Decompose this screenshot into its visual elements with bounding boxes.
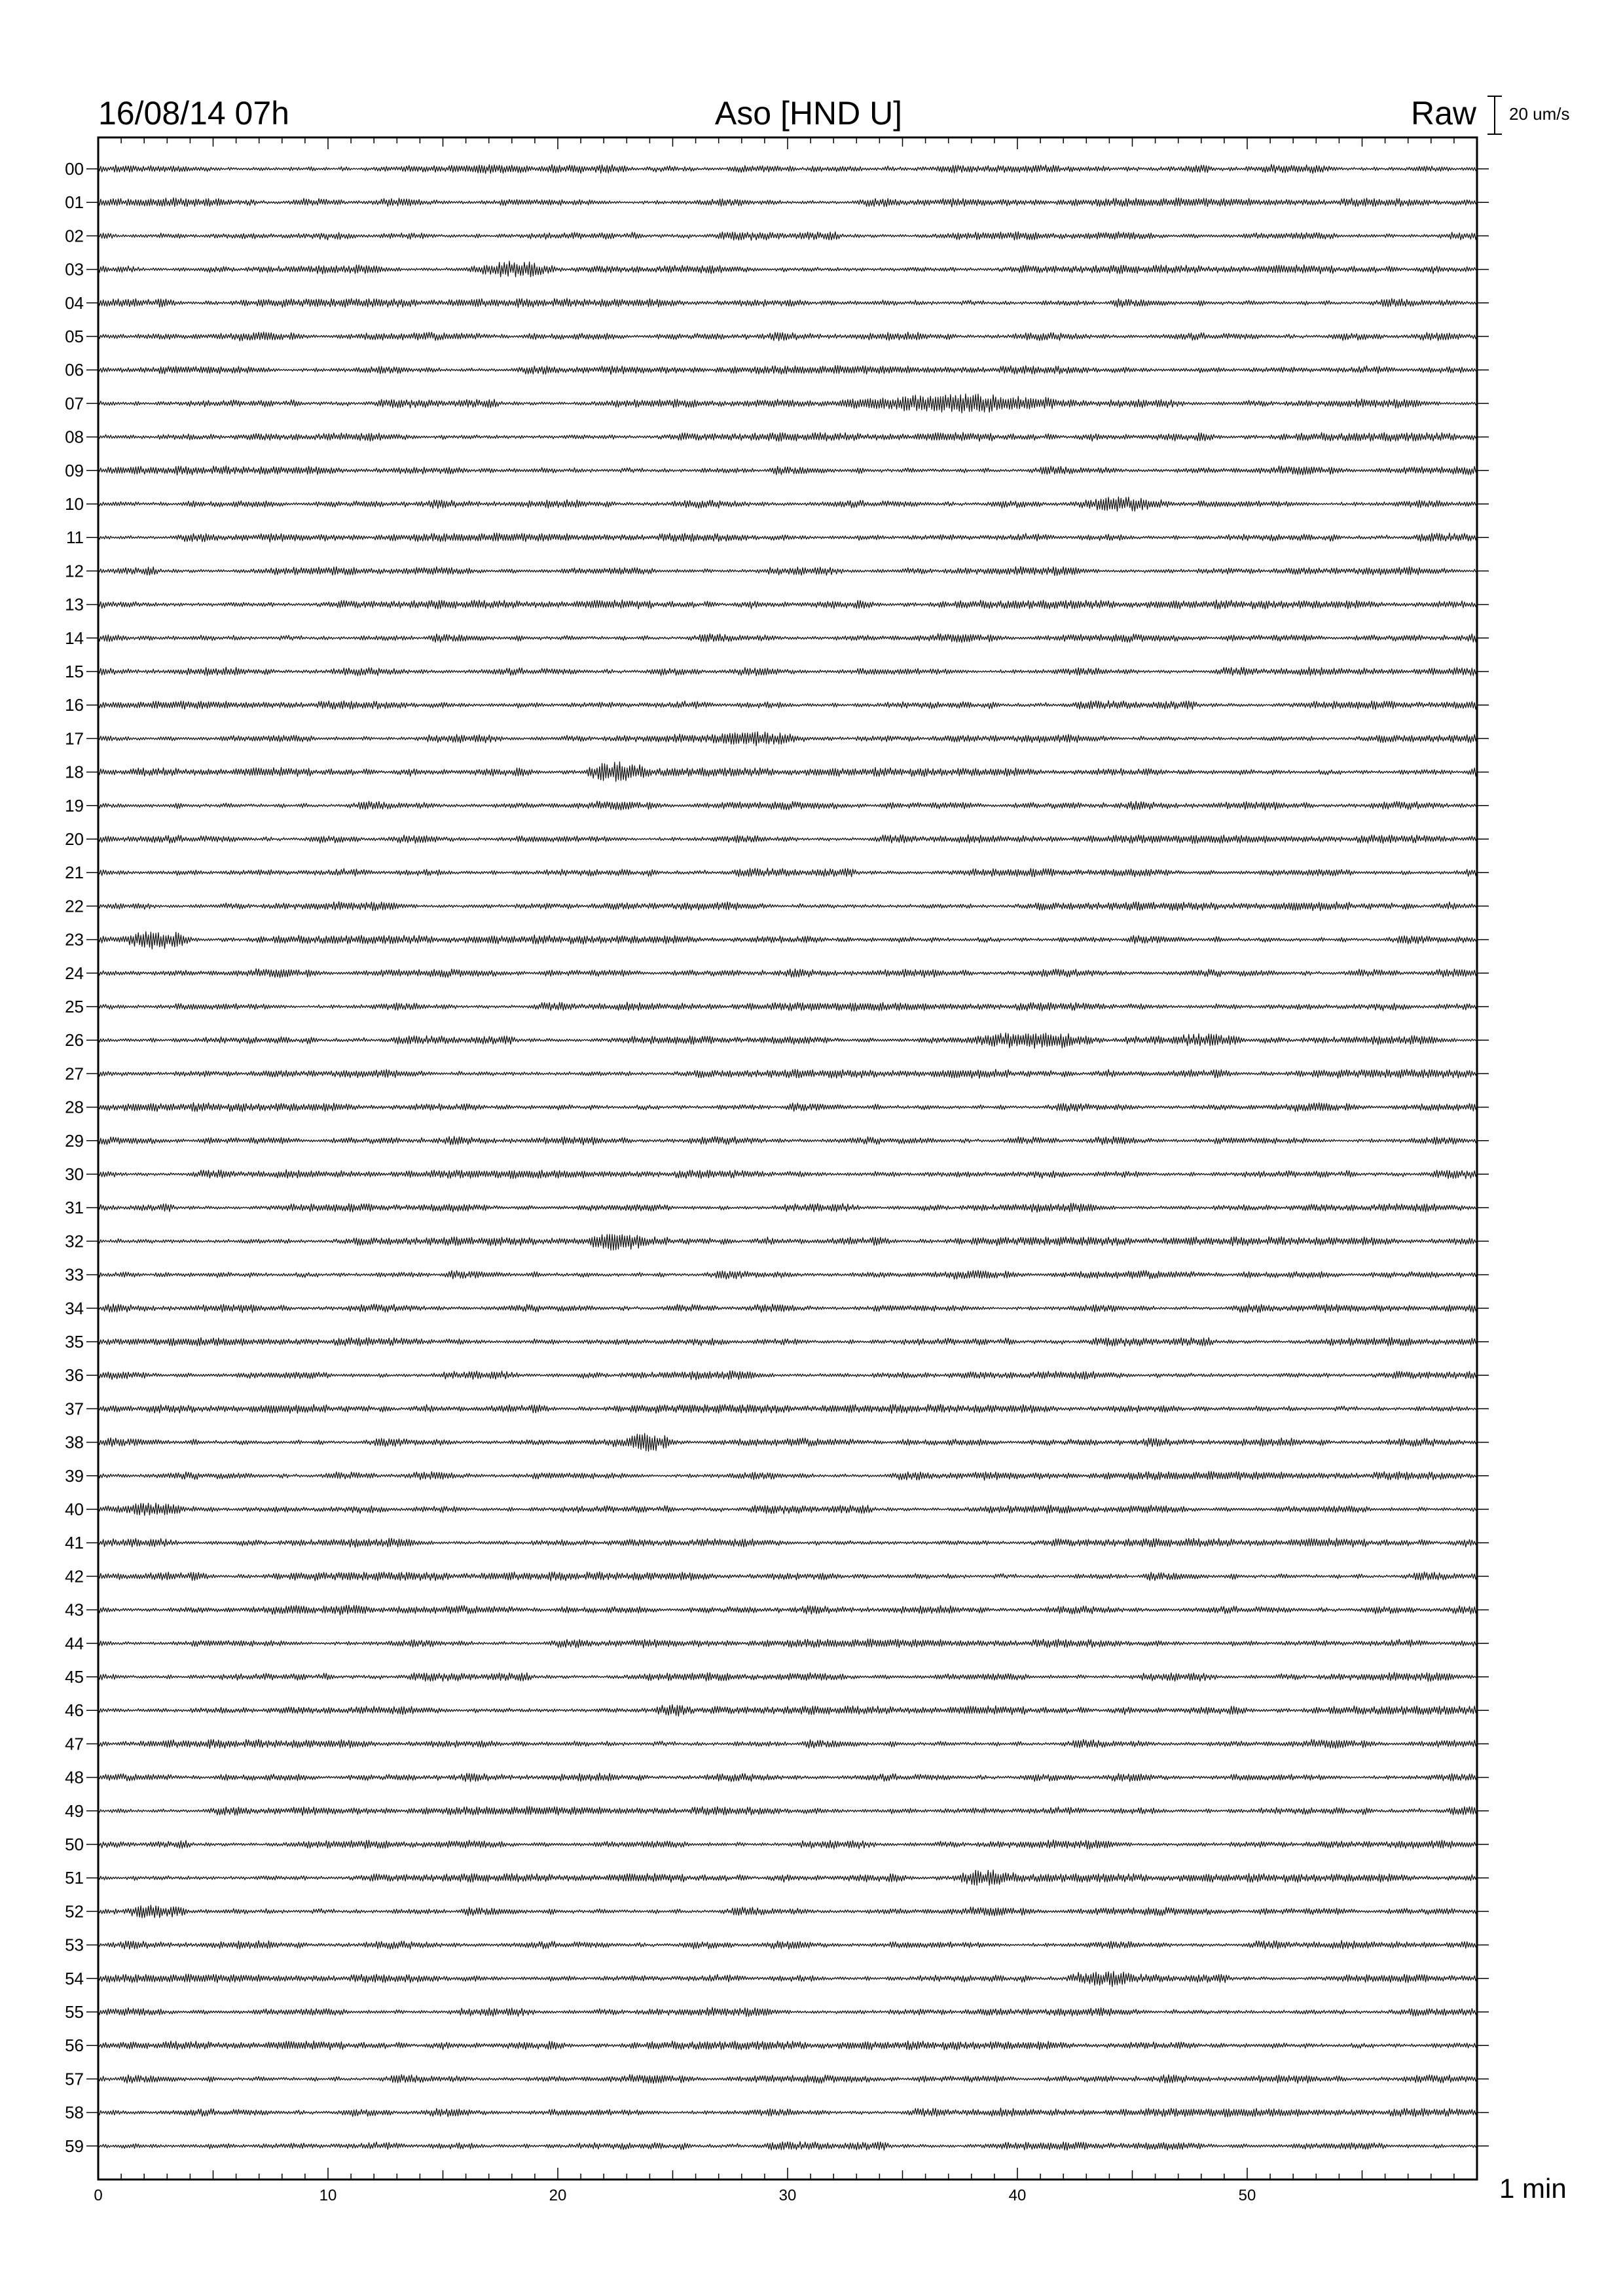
row-label: 50 <box>65 1835 84 1854</box>
x-tick-label: 20 <box>549 2187 567 2204</box>
trace-row-01 <box>98 198 1477 207</box>
row-label: 25 <box>65 997 84 1016</box>
row-label: 06 <box>65 360 84 380</box>
row-label: 51 <box>65 1868 84 1888</box>
trace-row-36 <box>98 1371 1477 1380</box>
trace-row-21 <box>98 868 1477 876</box>
row-label: 00 <box>65 159 84 179</box>
trace-row-15 <box>98 667 1477 675</box>
row-label: 13 <box>65 594 84 615</box>
trace-row-34 <box>98 1304 1477 1313</box>
row-label: 23 <box>65 929 84 950</box>
trace-row-31 <box>98 1203 1477 1212</box>
row-label: 11 <box>66 528 84 548</box>
trace-row-03 <box>98 261 1477 277</box>
plot-frame <box>98 137 1477 2179</box>
row-labels <box>65 159 1489 2156</box>
trace-row-09 <box>98 466 1477 475</box>
row-label: 21 <box>65 863 84 883</box>
date-label: 16/08/14 07h <box>98 95 289 132</box>
trace-row-22 <box>98 902 1477 911</box>
trace-row-32 <box>98 1234 1477 1250</box>
row-label: 46 <box>65 1700 84 1721</box>
trace-row-48 <box>98 1773 1477 1782</box>
row-label: 53 <box>65 1935 84 1955</box>
row-label: 40 <box>65 1499 84 1519</box>
row-label: 58 <box>65 2102 84 2123</box>
row-label: 35 <box>65 1332 84 1352</box>
trace-row-46 <box>98 1705 1477 1717</box>
row-label: 30 <box>65 1164 84 1184</box>
trace-row-57 <box>98 2075 1477 2084</box>
row-label: 42 <box>65 1566 84 1587</box>
row-label: 17 <box>65 728 84 749</box>
row-label: 52 <box>65 1901 84 1922</box>
minute-tick-marks <box>98 137 1477 2179</box>
row-label: 32 <box>65 1231 84 1251</box>
trace-row-08 <box>98 433 1477 442</box>
trace-row-56 <box>98 2041 1477 2050</box>
row-label: 08 <box>65 427 84 447</box>
row-label: 29 <box>65 1130 84 1151</box>
trace-row-58 <box>98 2108 1477 2117</box>
row-label: 09 <box>65 460 84 480</box>
x-axis-label: 1 min <box>1499 2173 1567 2204</box>
x-tick-label: 50 <box>1238 2187 1256 2204</box>
trace-row-53 <box>98 1941 1477 1950</box>
trace-row-28 <box>98 1103 1477 1112</box>
trace-row-14 <box>98 634 1477 643</box>
trace-row-26 <box>98 1033 1477 1049</box>
trace-row-07 <box>98 394 1477 413</box>
trace-row-42 <box>98 1572 1477 1581</box>
trace-row-37 <box>98 1405 1477 1414</box>
row-label: 20 <box>65 829 84 849</box>
trace-row-54 <box>98 1971 1477 1986</box>
trace-row-10 <box>98 497 1477 511</box>
trace-row-30 <box>98 1170 1477 1179</box>
row-label: 44 <box>65 1633 84 1653</box>
row-label: 27 <box>65 1064 84 1084</box>
trace-row-16 <box>98 700 1477 709</box>
row-label: 03 <box>65 259 84 279</box>
scale-label: 20 um/s <box>1509 104 1570 124</box>
trace-row-27 <box>98 1069 1477 1079</box>
trace-row-51 <box>98 1870 1477 1885</box>
trace-row-00 <box>98 164 1477 173</box>
row-label: 43 <box>65 1600 84 1620</box>
minute-ticks <box>98 137 1477 2179</box>
trace-row-59 <box>98 2142 1477 2150</box>
trace-row-02 <box>98 232 1477 240</box>
row-label: 05 <box>65 327 84 346</box>
trace-row-35 <box>98 1338 1477 1346</box>
trace-row-49 <box>98 1806 1477 1816</box>
row-label: 19 <box>65 795 84 816</box>
row-label: 47 <box>65 1734 84 1754</box>
row-label: 34 <box>65 1298 84 1318</box>
x-tick-label: 0 <box>94 2187 103 2204</box>
row-label: 56 <box>65 2036 84 2056</box>
trace-row-43 <box>98 1605 1477 1615</box>
trace-row-12 <box>98 567 1477 576</box>
trace-row-40 <box>98 1503 1477 1515</box>
trace-row-33 <box>98 1270 1477 1280</box>
trace-row-23 <box>98 932 1477 949</box>
row-label: 04 <box>65 293 84 313</box>
row-label: 22 <box>65 896 84 916</box>
row-label: 12 <box>65 561 84 581</box>
row-label: 33 <box>65 1265 84 1285</box>
trace-row-47 <box>98 1740 1477 1749</box>
trace-row-55 <box>98 2007 1477 2017</box>
trace-row-44 <box>98 1639 1477 1648</box>
row-label: 26 <box>65 1030 84 1050</box>
row-label: 45 <box>65 1667 84 1687</box>
row-label: 36 <box>65 1365 84 1386</box>
row-label: 37 <box>65 1399 84 1419</box>
trace-row-17 <box>98 732 1477 745</box>
trace-row-39 <box>98 1471 1477 1480</box>
row-label: 59 <box>65 2136 84 2156</box>
x-tick-label: 30 <box>778 2187 797 2204</box>
row-label: 28 <box>65 1097 84 1117</box>
row-label: 49 <box>65 1801 84 1821</box>
trace-row-13 <box>98 600 1477 609</box>
row-label: 01 <box>65 192 84 213</box>
x-tick-label: 40 <box>1008 2187 1027 2204</box>
row-label: 54 <box>65 1968 84 1988</box>
trace-row-05 <box>98 332 1477 341</box>
mode-label: Raw <box>1410 95 1476 132</box>
row-label: 14 <box>65 628 84 648</box>
x-tick-label: 10 <box>319 2187 337 2204</box>
trace-row-24 <box>98 969 1477 978</box>
trace-row-41 <box>98 1538 1477 1547</box>
row-label: 18 <box>65 762 84 782</box>
trace-row-52 <box>98 1905 1477 1918</box>
trace-row-04 <box>98 298 1477 308</box>
chart-title: Aso [HND U] <box>714 95 903 132</box>
trace-row-20 <box>98 834 1477 844</box>
traces <box>98 164 1477 2150</box>
x-axis <box>94 2187 1256 2204</box>
row-label: 39 <box>65 1465 84 1486</box>
row-label: 16 <box>65 695 84 715</box>
row-label: 07 <box>65 393 84 414</box>
row-label: 24 <box>65 963 84 983</box>
trace-row-11 <box>98 533 1477 542</box>
row-label: 48 <box>65 1767 84 1787</box>
trace-row-19 <box>98 801 1477 810</box>
trace-row-50 <box>98 1840 1477 1849</box>
row-label: 41 <box>65 1533 84 1553</box>
trace-row-29 <box>98 1136 1477 1145</box>
trace-row-18 <box>98 762 1477 781</box>
scale-bar <box>1487 96 1502 134</box>
row-label: 57 <box>65 2069 84 2089</box>
trace-row-06 <box>98 366 1477 375</box>
row-label: 31 <box>65 1198 84 1218</box>
row-label: 38 <box>65 1432 84 1452</box>
trace-row-38 <box>98 1433 1477 1451</box>
row-label: 15 <box>65 662 84 681</box>
row-label: 10 <box>65 494 84 514</box>
row-label: 55 <box>65 2002 84 2022</box>
trace-row-25 <box>98 1002 1477 1011</box>
trace-row-45 <box>98 1672 1477 1681</box>
row-label: 02 <box>65 226 84 246</box>
